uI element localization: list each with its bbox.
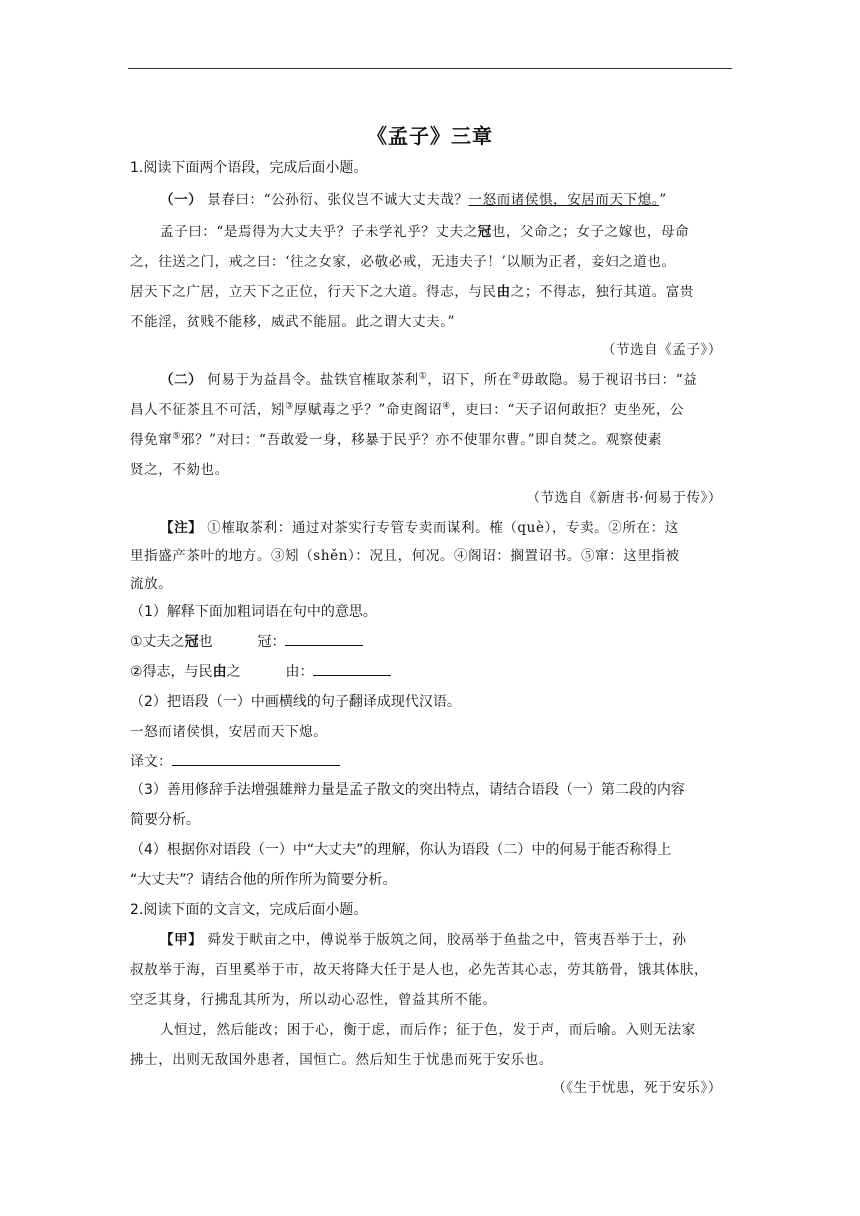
bold-word: 由 [212, 664, 227, 680]
answer-blank-guan[interactable] [285, 629, 363, 646]
item-text: 之 [226, 664, 241, 680]
q2-passage-text: 舜发于畎亩之中，傅说举于版筑之间，胶鬲举于鱼盐之中，管夷吾举于士，孙 [207, 932, 687, 948]
item-text: 也 [198, 634, 213, 650]
subquestion-4-line2: “大丈夫”？请结合他的所作所为简要分析。 [130, 872, 397, 888]
passage2-text: 厚赋毒之乎？”命吏阁诏 [293, 402, 443, 418]
passage1-quote-end: ” [659, 192, 667, 208]
passage1-tag: （一） [160, 192, 203, 208]
q2-passage-line3: 空乏其身，行拂乱其所为，所以动心忍性，曾益其所不能。 [130, 992, 497, 1008]
note-line3: 流放。 [130, 576, 173, 592]
footnote-mark: ③ [285, 401, 294, 412]
bold-word-guan: 冠 [477, 224, 492, 240]
passage1-text: 居天下之广居，立天下之正位，行天下之大道。得志，与民 [130, 284, 497, 300]
passage2-text: ，吏曰：“天子诏何敢拒？吏坐死，公 [450, 402, 685, 418]
passage2-line4: 贤之，不劾也。 [130, 462, 229, 478]
passage2-line3 [130, 426, 730, 454]
note-text: ①榷取茶利：通过对茶实行专管专卖而谋利。榷（què），专卖。②所在：这 [207, 520, 679, 536]
bold-word-you: 由 [496, 284, 511, 300]
subquestion-2-sentence: 一怒而诸侯惧，安居而天下熄。 [130, 724, 328, 740]
answer-label: 译文： [130, 754, 172, 770]
subquestion-3-line1: （3）善用修辞手法增强雄辩力量是孟子散文的突出特点，请结合语段（一）第二段的内容 [130, 782, 685, 798]
subquestion-1-item-b [130, 658, 730, 686]
passage2-text: 得免窜 [130, 432, 173, 448]
item-text: ②得志，与民 [130, 664, 213, 680]
underlined-sentence: 一怒而诸侯惧，安居而天下熄。 [468, 192, 660, 208]
note-tag: 【注】 [160, 520, 203, 536]
answer-label: 冠： [257, 634, 286, 650]
note-line2: 里指盛产茶叶的地方。③矧（shěn）：况且，何况。④阁诏：搁置诏书。⑤窜：这里指被 [130, 548, 680, 564]
passage1-line3: 之，往送之门，戒之曰：‘往之女家，必敬必戒，无违夫子！’以顺为正者，妾妇之道也。 [130, 254, 676, 270]
answer-label: 由： [285, 664, 314, 680]
translation-blank[interactable] [172, 749, 340, 766]
passage1-text: 也，父命之；女子之嫁也，母命 [491, 224, 690, 240]
note-line1 [160, 514, 730, 542]
subquestion-1: （1）解释下面加粗词语在句中的意思。 [130, 604, 377, 620]
subquestion-2-answer [130, 748, 730, 776]
passage2-text: 邪？”对曰：“吾敢爱一身，移暴于民乎？亦不使罪尔曹。”即自焚之。观察使素 [180, 432, 663, 448]
q2-intro: 2.阅读下面的文言文，完成后面小题。 [130, 902, 368, 918]
q1-intro: 1.阅读下面两个语段，完成后面小题。 [130, 160, 368, 176]
passage1-line5: 不能淫，贫贱不能移，威武不能屈。此之谓大丈夫。” [130, 314, 456, 330]
footnote-mark: ① [418, 371, 428, 382]
item-text: ①丈夫之 [130, 634, 185, 650]
subquestion-2: （2）把语段（一）中画横线的句子翻译成现代汉语。 [130, 694, 461, 710]
passage2-source: （节选自《新唐书·何易于传》） [526, 490, 722, 506]
q2-passage-source: （《生于忧患，死于安乐》） [552, 1080, 722, 1096]
footnote-mark: ② [512, 371, 521, 382]
passage1-line4 [130, 278, 730, 306]
passage2-text: 毋敢隐。易于视诏书曰：“益 [520, 372, 698, 388]
passage1-source: （节选自《孟子》） [601, 342, 722, 358]
passage2-text: 昌人不征茶且不可活，矧 [130, 402, 286, 418]
footnote-mark: ④ [442, 401, 451, 412]
passage2-text: 何易于为益昌令。盐铁官榷取茶利 [207, 372, 419, 388]
q2-passage-line1 [160, 926, 730, 954]
q2-passage-tag: 【甲】 [160, 932, 203, 948]
q2-passage-line2: 叔敖举于海，百里奚举于市，故天将降大任于是人也，必先苦其心志，劳其筋骨，饿其体肤， [130, 962, 709, 978]
subquestion-4-line1: （4）根据你对语段（一）中“大丈夫”的理解，你认为语段（二）中的何易于能否称得上 [130, 842, 672, 858]
answer-blank-you[interactable] [313, 659, 391, 676]
subquestion-3-line2: 简要分析。 [130, 812, 200, 828]
bold-word: 冠 [184, 634, 199, 650]
q2-passage-line5: 拂士，出则无敌国外患者，国恒亡。然后知生于忧患而死于安乐也。 [130, 1052, 553, 1068]
passage1-line2 [160, 218, 730, 246]
passage1-text: 之；不得志，独行其道。富贵 [510, 284, 695, 300]
footnote-mark: ⑤ [172, 431, 181, 442]
header-rule [128, 68, 732, 69]
q2-passage-line4: 人恒过，然后能改；困于心，衡于虑，而后作；征于色，发于声，而后喻。入则无法家 [160, 1022, 696, 1038]
passage2-line2 [130, 396, 730, 424]
passage1-text: 孟子曰：“是焉得为大丈夫乎？子未学礼乎？丈夫之 [160, 224, 478, 240]
page-title: 《孟子》三章 [367, 124, 493, 148]
subquestion-1-item-a [130, 628, 730, 656]
passage1-text: 景春曰：“公孙衍、张仪岂不诚大丈夫哉？ [207, 192, 469, 208]
passage2-line1 [160, 366, 730, 394]
passage2-text: ，诏下，所在 [427, 372, 512, 388]
passage2-tag: （二） [160, 372, 203, 388]
passage1-line1 [160, 186, 730, 214]
